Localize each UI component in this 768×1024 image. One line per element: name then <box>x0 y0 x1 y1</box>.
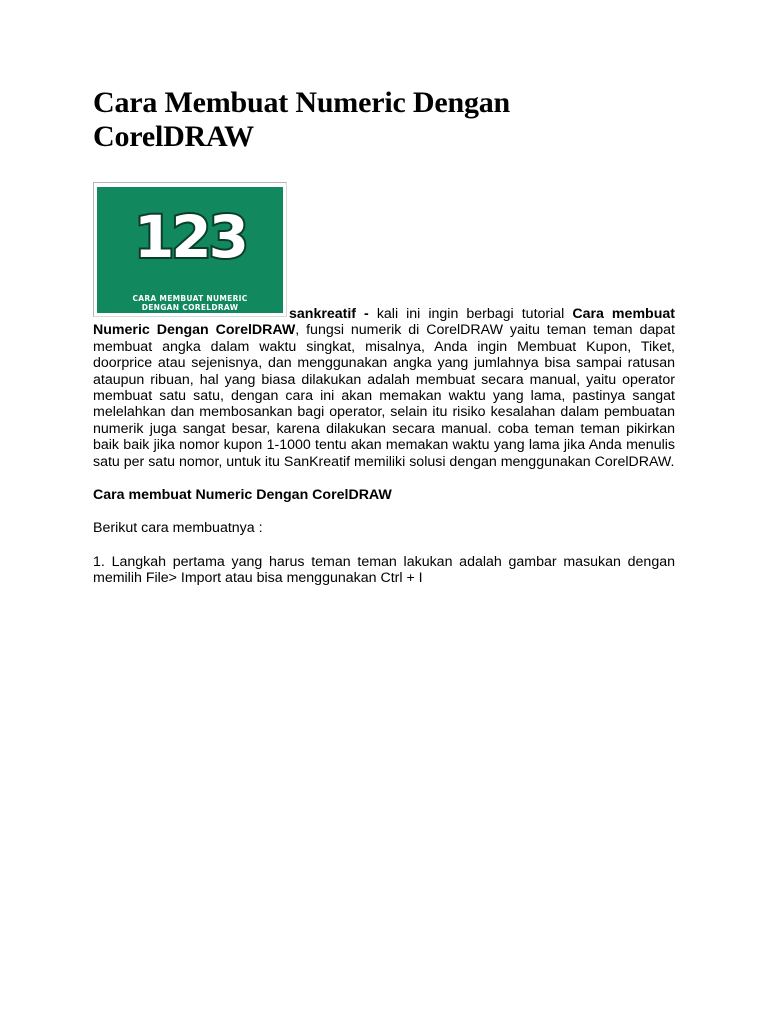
thumbnail-caption-line2: DENGAN CORELDRAW <box>141 303 239 312</box>
thumbnail-caption-line1: CARA MEMBUAT NUMERIC <box>132 294 248 303</box>
step-1-paragraph: 1. Langkah pertama yang harus teman teman lakukan adalah gambar masukan dengan memilih File> Import atau bisa menggunakan Ctrl + I <box>93 553 675 587</box>
intro-text-1: kali ini ingin berbagi tutorial <box>368 306 573 322</box>
intro-paragraph <box>93 306 675 470</box>
page-title: Cara Membuat Numeric Dengan CorelDRAW <box>93 86 511 153</box>
section-subheading: Cara membuat Numeric Dengan CorelDRAW <box>93 487 392 504</box>
thumbnail-number: 123 <box>133 203 247 271</box>
lead-in-paragraph: Berikut cara membuatnya : <box>93 520 263 537</box>
source-label: sankreatif - <box>289 306 369 322</box>
document-page <box>93 86 675 587</box>
intro-text-2: , fungsi numerik di CorelDRAW yaitu teman teman dapat membuat angka dalam waktu singkat, misalnya, Anda ingin Membuat Kupon, Tiket, doorprice atau sejenisnya, dan menggunakan angka yang jumlahnya bisa sampai ratusan ataupun ribuan, hal yang biasa dilakukan adalah membuat secara manual, yaitu operator membuat satu satu, dengan cara ini akan memakan waktu yang lama, pastinya sangat melelahkan dan membosankan bagi operator, selain itu risiko kesalahan dalam pembuatan numerik juga sangat besar, karena dilakukan secara manual. coba teman teman pikirkan baik baik jika nomor kupon 1-1000 tentu akan memakan waktu yang lama jika Anda menulis satu per satu nomor, untuk itu SanKreatif memiliki solusi dengan menggunakan CorelDRAW. <box>93 322 675 470</box>
article-thumbnail <box>97 187 283 313</box>
intro-bold-phrase: Cara membuat Numeric Dengan CorelDRAW <box>93 306 676 339</box>
figure-row <box>93 182 675 318</box>
article-thumbnail-frame <box>93 182 287 317</box>
